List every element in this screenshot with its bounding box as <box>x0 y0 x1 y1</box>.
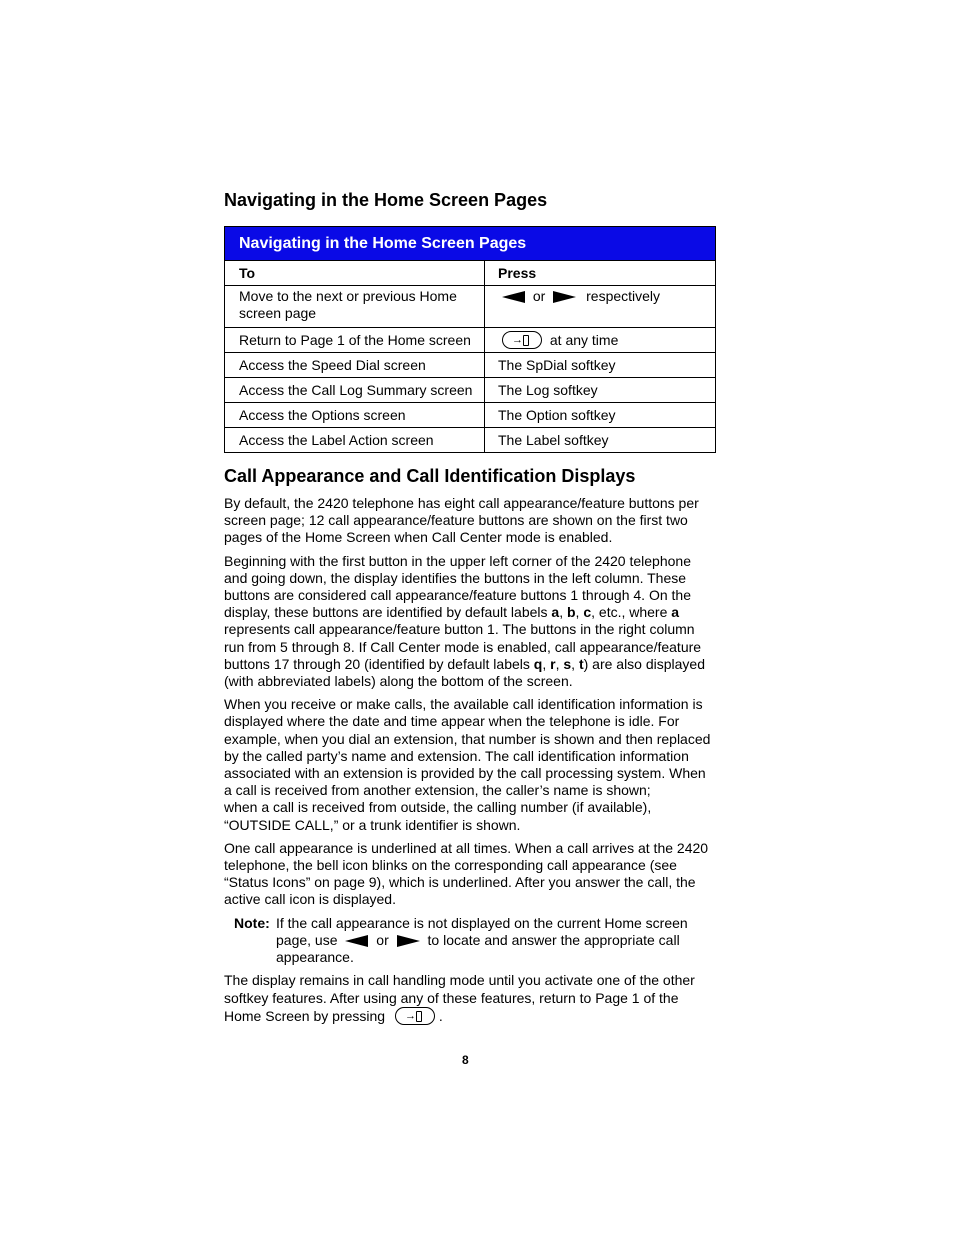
row-to-text: Access the Options screen <box>225 403 485 428</box>
right-arrow-key-icon <box>553 288 576 304</box>
navigation-table <box>224 226 716 453</box>
table-row <box>225 328 716 353</box>
paragraph: When you receive or make calls, the available call identification information is displayed where the date and time appear when the telephone is idle. For example, when you dial an extension, that number is shown and then replaced by the called party’s name and extension. The call identification information associated with an extension is provided by the call processing system. When a call is received from another extension, the caller’s name is shown; when a call is received from outside, the calling number (if available), “OUTSIDE CALL,” or a trunk identifier is shown. <box>224 696 711 833</box>
row-to-text: Return to Page 1 of the Home screen <box>225 328 485 353</box>
home-key-icon: → <box>502 331 542 349</box>
note-label: Note: <box>234 914 270 931</box>
table-row <box>225 428 716 453</box>
paragraph: One call appearance is underlined at all times. When a call arrives at the 2420 telephone, the bell icon blinks on the corresponding call appearance (see “Status Icons” on page 9), which is underlined. After you answer the call, the active call icon is displayed. <box>224 839 709 908</box>
right-arrow-key-icon <box>397 932 420 948</box>
paragraph: The display remains in call handling mode until you activate one of the other softkey features. After using any of these features, return to Page 1 of the Home Screen by pressing → . <box>224 972 695 1024</box>
row-press-text: The Option softkey <box>485 403 716 428</box>
table-row <box>225 353 716 378</box>
row-press-text: The Label softkey <box>485 428 716 453</box>
table-row <box>225 286 716 328</box>
page-number: 8 <box>462 1053 469 1067</box>
paragraph: Beginning with the first button in the upper left corner of the 2420 telephone and going down, the display identifies the buttons in the left column. These buttons are considered call appearance/feature buttons 1 through 4. On the display, these buttons are identified by default labels a, b, c, etc., where a represents call appearance/feature button 1. The buttons in the right column run from 5 through 8. If Call Center mode is enabled, call appearance/feature buttons 17 through 20 (identified by default labels q, r, s, t) are also displayed (with abbreviated labels) along the bottom of the screen. <box>224 552 706 690</box>
table-row <box>225 403 716 428</box>
column-header-to: To <box>225 261 485 286</box>
row-to-text: Access the Call Log Summary screen <box>225 378 485 403</box>
row-press-text: The SpDial softkey <box>485 353 716 378</box>
row-to-text: Move to the next or previous Home screen page <box>225 286 485 328</box>
paragraph: By default, the 2420 telephone has eight call appearance/feature buttons per screen page; 12 call appearance/feature buttons are shown on the first two pages of the Home Screen when Call Center mode is enabled. <box>224 495 699 546</box>
left-arrow-key-icon <box>502 288 525 305</box>
table-banner: Navigating in the Home Screen Pages <box>225 227 716 261</box>
row-to-text: Access the Speed Dial screen <box>225 353 485 378</box>
section-heading-navigating: Navigating in the Home Screen Pages <box>224 190 548 210</box>
table-row <box>225 378 716 403</box>
or-text: or <box>532 288 546 304</box>
left-arrow-key-icon <box>345 932 368 948</box>
row-press-text: The Log softkey <box>485 378 716 403</box>
row-press-cell <box>485 328 716 353</box>
section-heading-call-appearance: Call Appearance and Call Identification Displays <box>224 466 636 486</box>
respectively-text: respectively <box>586 288 661 304</box>
note-block <box>234 915 716 967</box>
row-to-text: Access the Label Action screen <box>225 428 485 453</box>
home-key-icon: → <box>395 1007 435 1025</box>
note-text: If the call appearance is not displayed on the current Home screen page, use or to locate and answer the appropriate call appearance. <box>276 914 688 966</box>
at-any-time-text: at any time <box>549 332 619 348</box>
body-text <box>224 495 716 1031</box>
row-press-cell <box>485 286 716 328</box>
column-header-press: Press <box>485 261 716 286</box>
